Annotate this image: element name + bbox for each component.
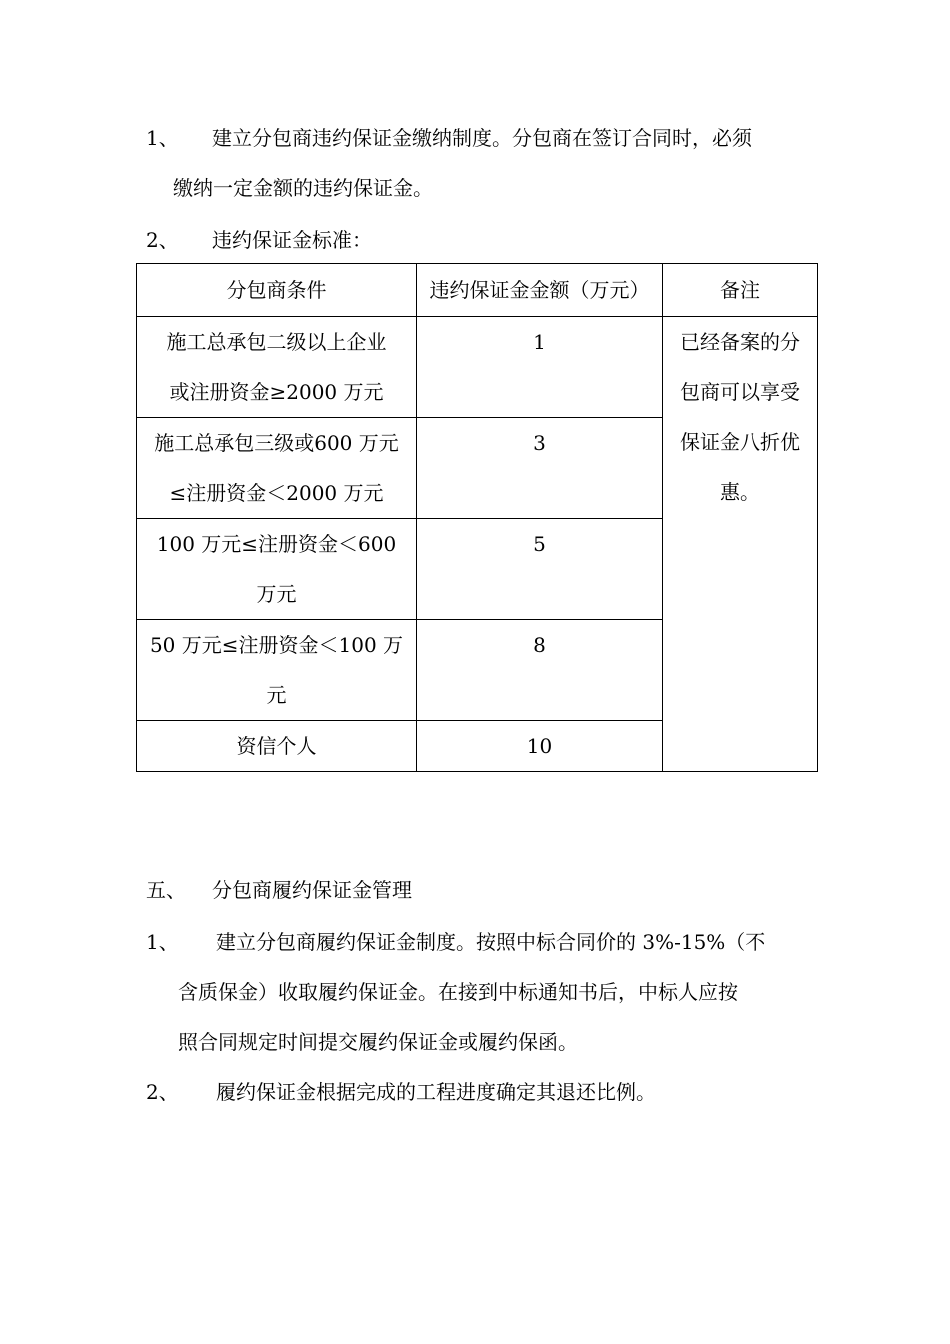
condition-line: 万元 — [256, 582, 297, 606]
header-amount: 违约保证金金额（万元） — [417, 264, 663, 317]
condition-line: 100 万元≤注册资金＜600 — [156, 532, 397, 556]
condition-line: 50 万元≤注册资金＜100 万 — [149, 633, 404, 657]
condition-cell — [137, 418, 417, 519]
amount-cell: 1 — [417, 317, 663, 418]
note-line: 惠。 — [720, 480, 760, 504]
table-row — [137, 317, 818, 418]
table-header-row — [137, 264, 818, 317]
s5-item2-text: 履约保证金根据完成的工程进度确定其退还比例。 — [216, 1080, 656, 1104]
amount-cell: 8 — [417, 620, 663, 721]
note-line: 保证金八折优 — [680, 430, 800, 454]
s5-item2-number: 2、 — [146, 1080, 179, 1104]
condition-line: 施工总承包二级以上企业 — [166, 330, 387, 354]
condition-line: 或注册资金≥2000 万元 — [169, 380, 384, 404]
s4-item1-line2: 缴纳一定金额的违约保证金。 — [173, 176, 433, 200]
note-line: 已经备案的分 — [680, 330, 800, 354]
s4-item1-number: 1、 — [146, 126, 179, 150]
fee-table — [136, 263, 818, 772]
header-note: 备注 — [663, 264, 818, 317]
note-cell — [663, 317, 818, 772]
condition-cell: 资信个人 — [137, 721, 417, 772]
s5-heading-number: 五、 — [146, 878, 186, 902]
amount-cell: 5 — [417, 519, 663, 620]
s4-item1-line1: 建立分包商违约保证金缴纳制度。分包商在签订合同时，必须 — [212, 126, 752, 150]
s5-item1-line3: 照合同规定时间提交履约保证金或履约保函。 — [178, 1030, 578, 1054]
s4-item2-number: 2、 — [146, 228, 179, 252]
amount-cell: 10 — [417, 721, 663, 772]
header-condition: 分包商条件 — [137, 264, 417, 317]
condition-line: 元 — [266, 683, 287, 707]
s5-item1-number: 1、 — [146, 930, 179, 954]
s5-item1-line2: 含质保金）收取履约保证金。在接到中标通知书后，中标人应按 — [178, 980, 738, 1004]
s4-item2-text: 违约保证金标准： — [212, 228, 372, 252]
amount-cell: 3 — [417, 418, 663, 519]
s5-item1-line1: 建立分包商履约保证金制度。按照中标合同价的 3%-15%（不 — [216, 930, 766, 954]
condition-cell — [137, 620, 417, 721]
s5-heading-text: 分包商履约保证金管理 — [212, 878, 412, 902]
note-line: 包商可以享受 — [680, 380, 800, 404]
condition-line: 施工总承包三级或600 万元 — [154, 431, 399, 455]
condition-cell — [137, 519, 417, 620]
condition-cell — [137, 317, 417, 418]
condition-line: ≤注册资金＜2000 万元 — [169, 481, 384, 505]
